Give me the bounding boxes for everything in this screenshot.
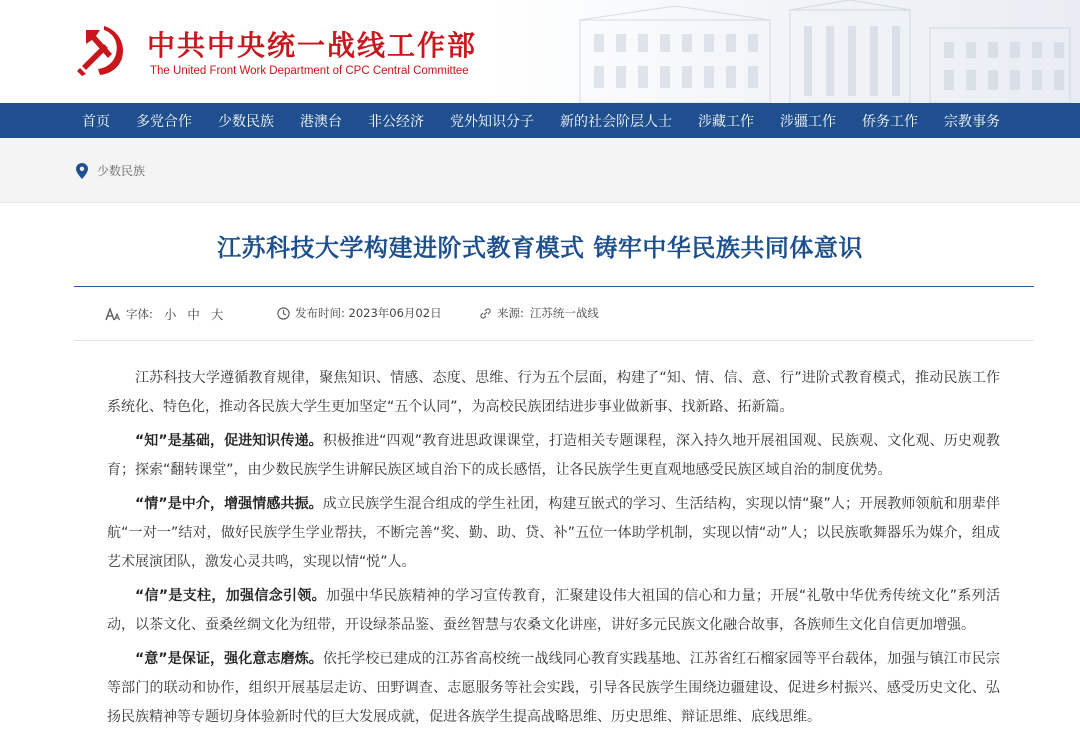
paragraph — [107, 582, 1000, 640]
paragraph-text: 积极推进“四观”教育进思政课课堂，打造相关专题课程，深入持久地开展祖国观、民族观、文化观、历史观教育；探索“翻转课堂”，由少数民族学生讲解民族区域自治下的成长感悟，让各民族学生更直观地感受民族区域自治的制度优势。 — [107, 433, 1000, 478]
font-size-icon — [105, 307, 121, 321]
site-header — [0, 0, 1080, 103]
nav-item-new-social-strata[interactable]: 新的社会阶层人士 — [560, 113, 672, 130]
party-emblem-icon[interactable] — [74, 22, 130, 78]
nav-item-tibet-work[interactable]: 涉藏工作 — [698, 113, 754, 130]
nav-item-non-public-economy[interactable]: 非公经济 — [368, 113, 424, 130]
article-title: 江苏科技大学构建进阶式教育模式 铸牢中华民族共同体意识 — [217, 234, 863, 262]
nav-item-multi-party[interactable]: 多党合作 — [136, 113, 192, 130]
paragraph-lead: “信”是支柱，加强信念引领。 — [135, 588, 327, 604]
font-size-control — [105, 305, 223, 323]
paragraph-text: 江苏科技大学遵循教育规律，聚焦知识、情感、态度、思维、行为五个层面，构建了“知、情、信、意、行”进阶式教育模式，推动民族工作系统化、特色化，推动各民族大学生更加坚定“五个认同”，为高校民族团结进步事业做新事、找新路、拓新篇。 — [107, 370, 1000, 415]
link-icon — [479, 307, 492, 320]
paragraph-lead: “意”是保证，强化意志磨炼。 — [135, 651, 323, 667]
breadcrumb — [0, 138, 1080, 203]
clock-icon — [277, 307, 290, 320]
meta-divider — [74, 340, 1034, 341]
paragraph — [107, 490, 1000, 577]
paragraph-text: 依托学校已建成的江苏省高校统一战线同心教育实践基地、江苏省红石榴家园等平台载体，加强与镇江市民宗等部门的联动和协作，组织开展基层走访、田野调查、志愿服务等社会实践，引导各民族学生围绕边疆建设、促进乡村振兴、感受历史文化、弘扬民族精神等专题切身体验新时代的巨大发展成就，促进各族学生提高战略思维、历史思维、辩证思维、底线思维。 — [107, 651, 1000, 725]
paragraph-text: 加强中华民族精神的学习宣传教育，汇聚建设伟大祖国的信心和力量；开展“礼敬中华优秀传统文化”系列活动，以茶文化、蚕桑丝绸文化为纽带，开设绿茶品鉴、蚕丝智慧与农桑文化讲座，讲好多元民族文化融合故事，各族师生文化自信更加增强。 — [107, 588, 1000, 633]
site-subtitle: The United Front Work Department of CPC Central Committee — [150, 65, 469, 77]
building-illustration — [560, 0, 1080, 103]
publish-time — [277, 305, 442, 321]
nav-item-ethnic-minorities[interactable]: 少数民族 — [218, 113, 274, 130]
article-body — [107, 364, 1000, 737]
font-size-large-button[interactable]: 大 — [210, 307, 224, 322]
article-source — [479, 305, 599, 321]
paragraph-lead: “知”是基础，促进知识传递。 — [135, 433, 323, 449]
font-size-small-button[interactable]: 小 — [163, 307, 177, 322]
paragraph-lead: “情”是中介，增强情感共振。 — [135, 496, 323, 512]
paragraph — [107, 364, 1000, 422]
main-nav — [0, 103, 1080, 138]
paragraph-text: 成立民族学生混合组成的学生社团，构建互嵌式的学习、生活结构，实现以情“聚”人；开展教师领航和朋辈伴航“一对一”结对，做好民族学生学业帮扶，不断完善“奖、勤、助、贷、补”五位一体助学机制，实现以情“动”人；以民族歌舞器乐为媒介，组成艺术展演团队，激发心灵共鸣，实现以情“悦”人。 — [107, 496, 1000, 570]
font-size-label: 字体: — [126, 307, 153, 321]
paragraph — [107, 427, 1000, 485]
nav-item-hk-macao-taiwan[interactable]: 港澳台 — [300, 113, 342, 130]
paragraph — [107, 645, 1000, 732]
publish-time-text: 发布时间: 2023年06月02日 — [295, 306, 442, 320]
nav-item-home[interactable]: 首页 — [82, 113, 110, 130]
title-divider — [74, 286, 1034, 287]
nav-item-non-party-intellectuals[interactable]: 党外知识分子 — [450, 113, 534, 130]
source-label: 来源: — [497, 306, 524, 320]
nav-item-xinjiang-work[interactable]: 涉疆工作 — [780, 113, 836, 130]
location-pin-icon — [76, 163, 88, 179]
nav-item-overseas-chinese[interactable]: 侨务工作 — [862, 113, 918, 130]
source-value: 江苏统一战线 — [529, 306, 599, 320]
nav-item-religious-affairs[interactable]: 宗教事务 — [944, 113, 1000, 130]
breadcrumb-link[interactable]: 少数民族 — [97, 164, 146, 178]
font-size-medium-button[interactable]: 中 — [187, 307, 200, 322]
site-title[interactable]: 中共中央统一战线工作部 — [147, 29, 478, 62]
